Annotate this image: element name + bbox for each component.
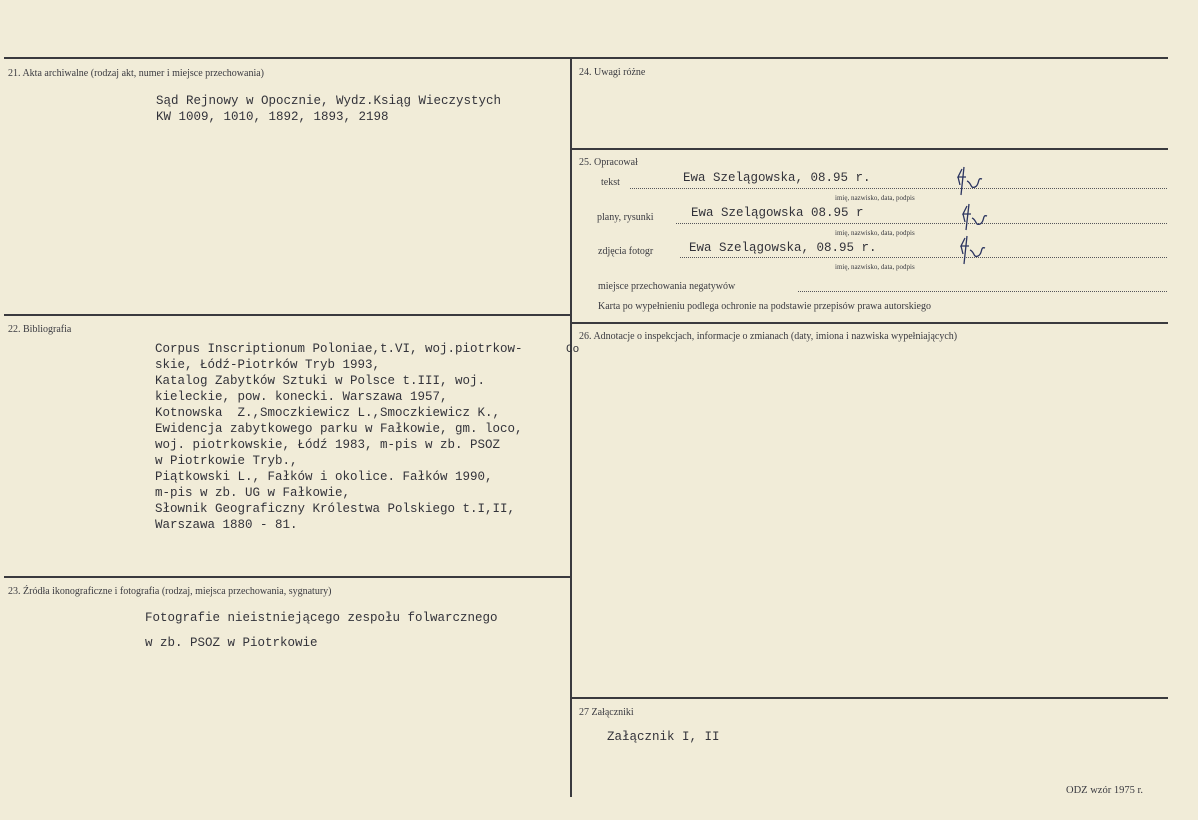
bibliography-line: w Piotrkowie Tryb., bbox=[155, 454, 298, 468]
negatives-storage-label: miejsce przechowania negatywów bbox=[598, 281, 736, 292]
bibliography-line: Katalog Zabytków Sztuki w Polsce t.III, woj. bbox=[155, 374, 486, 388]
author-text-value: Ewa Szelągowska, 08.95 r. bbox=[683, 171, 871, 185]
author-photos-caption: imię, nazwisko, data, podpis bbox=[835, 263, 915, 271]
author-plans-line bbox=[676, 223, 1167, 224]
bibliography-line: m-pis w zb. UG w Fałkowie, bbox=[155, 486, 351, 500]
section-23-label: 23. Źródła ikonograficzne i fotografia (rodzaj, miejsca przechowania, sygnatury) bbox=[8, 586, 332, 597]
section-21-line-1: Sąd Rejnowy w Opocznie, Wydz.Ksiąg Wieczystych bbox=[156, 94, 502, 108]
section-24-label: 24. Uwagi różne bbox=[579, 67, 646, 78]
author-text-field-label: tekst bbox=[601, 177, 620, 188]
negatives-storage-line bbox=[798, 291, 1167, 292]
author-text-caption: imię, nazwisko, data, podpis bbox=[835, 194, 915, 202]
bibliography-line: Piątkowski L., Fałków i okolice. Fałków 1990, bbox=[155, 470, 493, 484]
overflow-mark: Co bbox=[566, 344, 580, 356]
rule-left-2 bbox=[4, 576, 570, 578]
section-27-value: Załącznik I, II bbox=[607, 730, 720, 744]
bibliography-line: skie, Łódź-Piotrków Tryb 1993, bbox=[155, 358, 381, 372]
rule-right-2 bbox=[572, 322, 1168, 324]
author-photos-value: Ewa Szelągowska, 08.95 r. bbox=[689, 241, 877, 255]
bibliography-line: Corpus Inscriptionum Poloniae,t.VI, woj.piotrkow- bbox=[155, 342, 523, 356]
section-23-line-1: Fotografie nieistniejącego zespołu folwarcznego bbox=[145, 611, 498, 625]
center-divider bbox=[570, 57, 572, 797]
section-21-line-2: KW 1009, 1010, 1892, 1893, 2198 bbox=[156, 110, 389, 124]
top-rule bbox=[4, 57, 1168, 59]
author-plans-value: Ewa Szelągowska 08.95 r bbox=[691, 206, 864, 220]
section-26-label: 26. Adnotacje o inspekcjach, informacje o zmianach (daty, imiona i nazwiska wypełniających) bbox=[579, 331, 958, 342]
author-photos-line bbox=[680, 257, 1167, 258]
bibliography-line: Kotnowska Z.,Smoczkiewicz L.,Smoczkiewicz K., bbox=[155, 406, 501, 420]
signature-mark bbox=[953, 232, 993, 268]
rule-right-3 bbox=[572, 697, 1168, 699]
author-plans-caption: imię, nazwisko, data, podpis bbox=[835, 229, 915, 237]
section-21-label: 21. Akta archiwalne (rodzaj akt, numer i miejsce przechowania) bbox=[8, 68, 265, 79]
bibliography-line: woj. piotrkowskie, Łódź 1983, m-pis w zb. PSOZ bbox=[155, 438, 501, 452]
bibliography-line: kieleckie, pow. konecki. Warszawa 1957, bbox=[155, 390, 448, 404]
bibliography-line: Słownik Geograficzny Królestwa Polskiego t.I,II, bbox=[155, 502, 516, 516]
section-25-label: 25. Opracował bbox=[579, 157, 638, 168]
author-plans-field-label: plany, rysunki bbox=[597, 212, 654, 223]
rule-left-1 bbox=[4, 314, 570, 316]
form-identifier: ODZ wzór 1975 r. bbox=[1066, 785, 1143, 796]
rule-right-1 bbox=[572, 148, 1168, 150]
author-photos-field-label: zdjęcia fotogr bbox=[598, 246, 654, 257]
bibliography-line: Ewidencja zabytkowego parku w Fałkowie, gm. loco, bbox=[155, 422, 523, 436]
signature-mark bbox=[955, 200, 995, 234]
bibliography-line: Warszawa 1880 - 81. bbox=[155, 518, 298, 532]
author-text-line bbox=[630, 188, 1167, 189]
signature-mark bbox=[950, 163, 990, 199]
copyright-note: Karta po wypełnieniu podlega ochronie na podstawie przepisów prawa autorskiego bbox=[598, 301, 931, 312]
section-23-line-2: w zb. PSOZ w Piotrkowie bbox=[145, 636, 318, 650]
section-27-label: 27 Załączniki bbox=[579, 707, 634, 718]
section-22-label: 22. Bibliografia bbox=[8, 324, 72, 335]
